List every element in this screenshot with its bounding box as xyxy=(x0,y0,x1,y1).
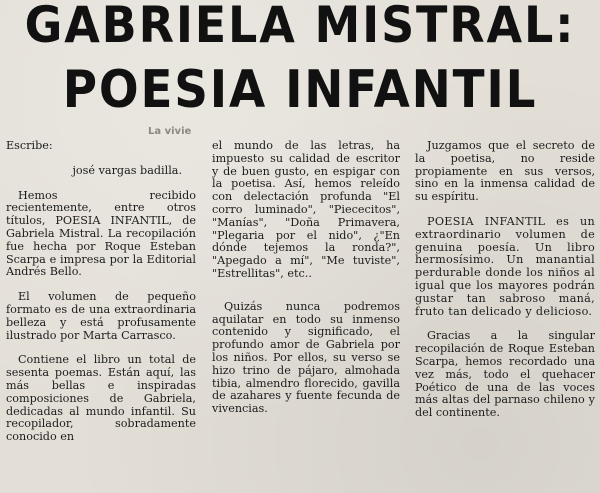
paragraph: Juzgamos que el secreto de la poetisa, no reside propiamente en sus versos, sino en la inmensa calidad de su espíritu. xyxy=(415,139,595,204)
paragraph: El volumen de pequeño formato es de una extraordinaria belleza y está profusamente ilustrado por Marta Carrasco. xyxy=(6,290,196,342)
paragraph: el mundo de las letras, ha impuesto su calidad de escritor y de buen gusto, en espigar con la poetisa. Así, hemos releído con delectación profunda "El corro luminado", "Piececitos", "Manías", "Doña Primavera, "Plegaria por el nido", ¿"En dónde tejemos la ronda?", "Apegado a mí", "Me tuviste", "Estrellitas", etc.. xyxy=(212,139,400,280)
paragraph: Contiene el libro un total de sesenta poemas. Están aquí, las más bellas e inspiradas composiciones de Gabriela, dedicadas al mundo infantil. Su recopilador, sobradamente conocido en xyxy=(6,353,196,444)
paragraph: Hemos recibido recientemente, entre otros títulos, POESIA INFANTIL, de Gabriela Mistral. La recopilación fue hecha por Roque Esteban Scarpa e impresa por la Editorial Andrés Bello. xyxy=(6,188,196,279)
bleed-through-text: La vivie xyxy=(148,126,192,137)
paragraph: Quizás nunca podremos aquilatar en todo su inmenso contenido y significado, el profundo amor de Gabriela por los niños. Por ellos, su verso se hizo trino de pájaro, almohada tibia, almendro florecido, gavilla de azahares y fuente fecunda de vivencias. xyxy=(212,299,400,416)
article-column-3 xyxy=(415,140,595,432)
article-column-1 xyxy=(6,140,196,456)
byline-label: Escribe: xyxy=(6,139,53,152)
author-name: josé vargas badilla. xyxy=(72,163,182,177)
paragraph: Gracias a la singular recopilación de Roque Esteban Scarpa, hemos recordado una vez más, todo el quehacer Poético de una de las voces más altas del parnaso chileno y del continente. xyxy=(415,329,595,420)
headline-line-2: POESIA INFANTIL xyxy=(62,60,538,120)
headline-line-1: GABRIELA MISTRAL: xyxy=(24,0,576,54)
article-column-2 xyxy=(212,140,400,428)
paragraph: POESIA INFANTIL es un extraordinario volumen de genuina poesía. Un libro hermosísimo. Un manantial perdurable donde los niños al igual que los mayores podrán gustar tan sabroso maná, fruto tan delicado y delicioso. xyxy=(415,214,595,318)
